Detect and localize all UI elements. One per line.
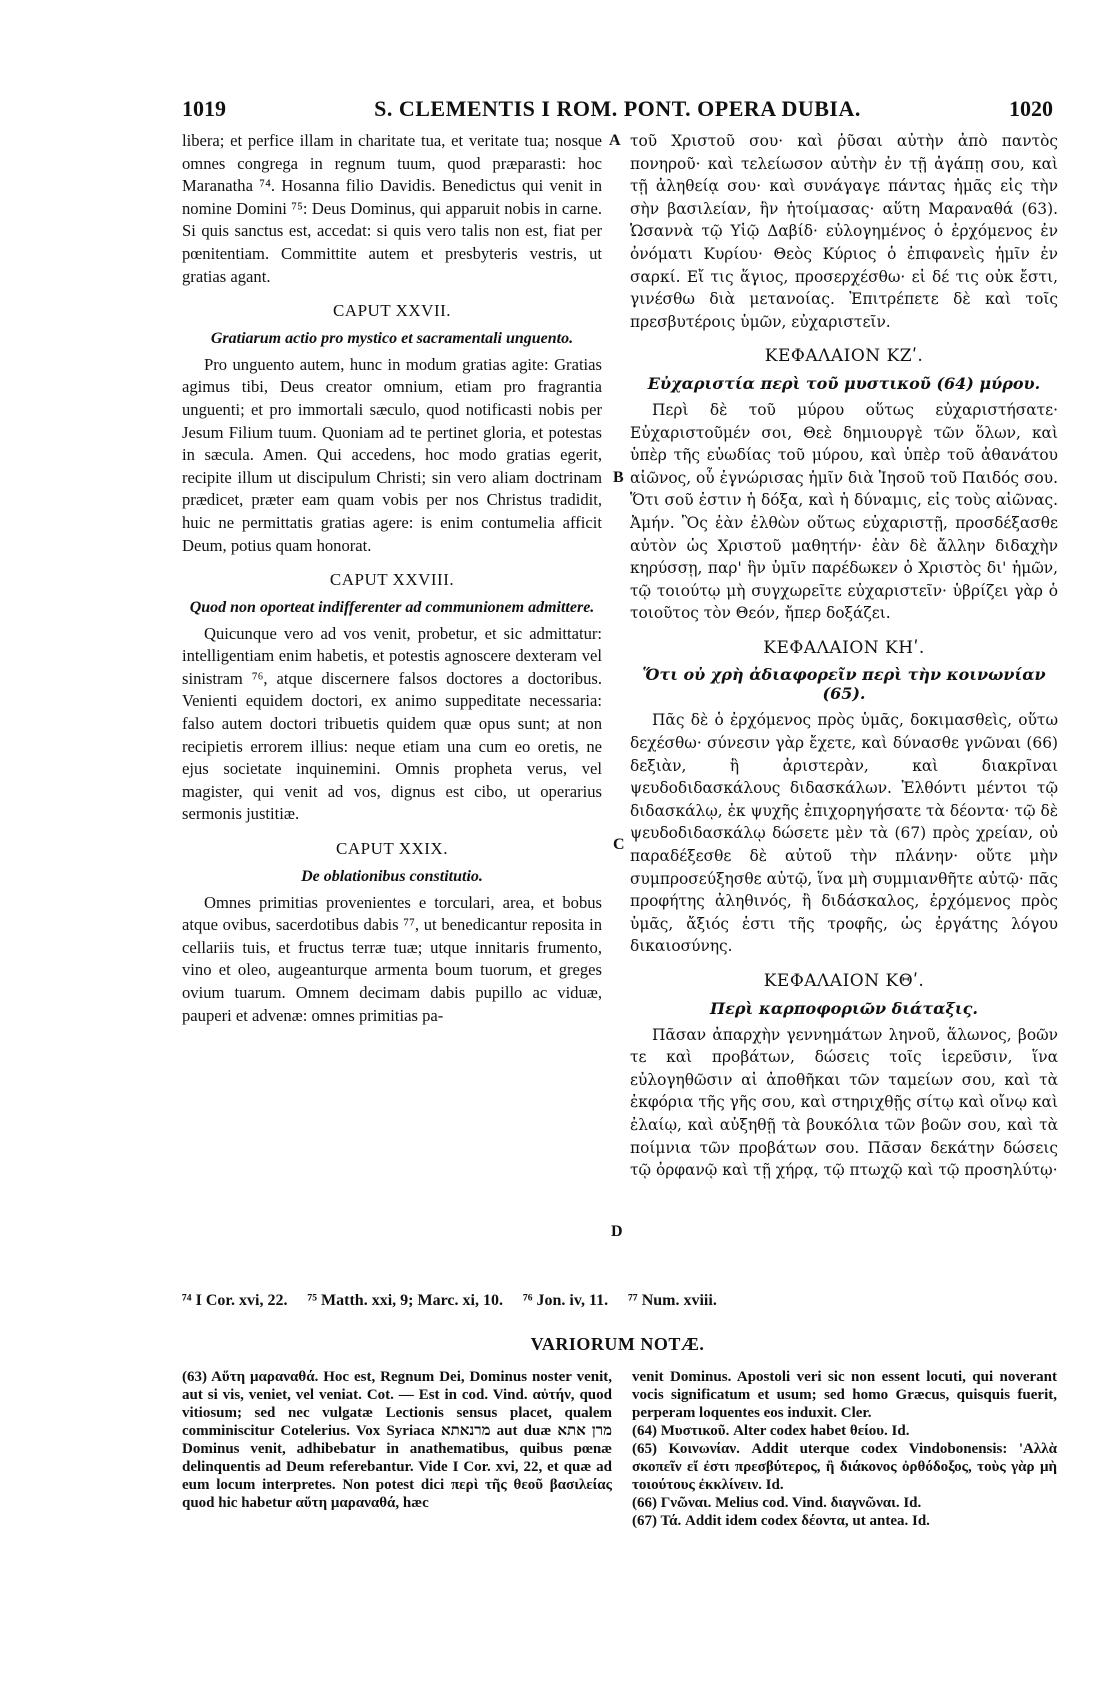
- variorum-notes-right: [632, 1368, 1057, 1530]
- variorum-notes-left: [182, 1368, 612, 1512]
- scripture-footnotes: [182, 1292, 1053, 1310]
- caput-29-subtitle: De oblationibus constitutio.: [301, 867, 483, 885]
- note-63-continued: venit Dominus. Apostoli veri sic non essent locuti, qui noverant vocis significatum et usum; sed homo Græcus, quisquis fuerit, perperam loquentes eos induxit. Cler.: [632, 1369, 1057, 1421]
- note-63: (63) Αὕτη μαραναθά. Hoc est, Regnum Dei, Dominus noster venit, aut si vis, veniet, vel veniat. Cot. — Est in cod. Vind. αὐτήν, quod vitiosum; sed nec vulgatæ Lectionis sensus placet, qualem comminiscitur Cotelerius. Vox Syriaca מרנאתא aut duæ מרן אתא Dominus venit, adhibebatur in anathematibus, quibus pœnæ delinquentis ad Deum referebantur. Vide I Cor. xvi, 22, et quæ ad eum locum interpretes. Non potest dici περὶ τῆς θεοῦ βασιλείας quod hic habetur αὕτη μαραναθά, hæc: [182, 1369, 612, 1511]
- caput-27-subtitle: Gratiarum actio pro mystico et sacramentali unguento.: [210, 329, 574, 347]
- greek-intro: τοῦ Χριστοῦ σου· καὶ ῥῦσαι αὐτὴν ἀπὸ παντὸς πονηροῦ· καὶ τελείωσον αὐτὴν ἐν τῇ ἀγάπῃ σου, καὶ τῇ ἀληθείᾳ σου· καὶ συνάγαγε πάντας ἡμᾶς εἰς τὴν σὴν βασιλείαν, ἣν ἡτοίμασας· αὕτη Μαραναθά (63). Ὡσαννὰ τῷ Υἱῷ Δαβίδ· εὐλογημένος ὁ ἐρχόμενος ἐν ὀνόματι Κυρίου· Θεὸς Κύριος ὁ ἐπιφανεὶς ἡμῖν ἐν σαρκί. Εἴ τις ἅγιος, προσερχέσθω· εἰ δέ τις οὐκ ἔστι, γινέσθω διὰ μετανοίας. Ἐπιτρέπετε δὲ καὶ τοῖς πρεσβυτέροις ὑμῶν, εὐχαριστεῖν.: [630, 132, 1058, 331]
- kephalaion-28-text: Πᾶς δὲ ὁ ἐρχόμενος πρὸς ὑμᾶς, δοκιμασθεὶς, οὕτω δεχέσθω· σύνεσιν γὰρ ἔχετε, καὶ δύνασθε γνῶναι (66) δεξιὰν, ἢ ἀριστερὰν, καὶ διακρῖναι ψευδοδιδασκάλους διδασκάλων. Ἐλθόντι μέντοι τῷ διδασκάλῳ, ἐκ ψυχῆς ἐπιχορηγήσατε τὰ δέοντα· τῷ δὲ ψευδοδιδασκάλῳ δώσετε μὲν τὰ (67) πρὸς χρείαν, οὐ παραδέξεσθε δὲ αὐτοῦ τὴν πλάνην· οὔτε μὴν συμπροσεύξησθε αὐτῷ, ἵνα μὴ συμμιανθῆτε αὐτῷ· πᾶς προφήτης ἀληθινός, ἢ διδάσκαλος, ἐρχόμενος πρὸς ὑμᾶς, ἄξιός ἐστι τῆς τροφῆς, ὡς ἐργάτης λόγου δικαιοσύνης.: [630, 711, 1058, 956]
- column-marker-b: B: [613, 469, 624, 486]
- caput-28-text: Quicunque vero ad vos venit, probetur, et sic admittatur: intelligentiam enim habetis, et potestis agnoscere dexteram vel sinistram ⁷⁶, atque discernere falsos doctores a doctoribus. Venienti equidem doctori, ex animo suppeditate necessaria: falso autem doctori tribuetis quidem quæ opus sunt; at non recipietis errorem illius: neque etiam una cum eo oretis, ne ejus societate inquinemini. Omnis propheta verus, vel magister, qui venit ad vos, dignus est cibo, ut operarius sermonis justitiæ.: [182, 623, 602, 824]
- kephalaion-27-subtitle: Εὐχαριστία περὶ τοῦ μυστικοῦ (64) μύρου.: [647, 373, 1041, 393]
- footnote-74: ⁷⁴ I Cor. xvi, 22.: [182, 1292, 288, 1309]
- footnote-77: ⁷⁷ Num. xviii.: [628, 1292, 717, 1309]
- column-marker-d: D: [611, 1223, 623, 1240]
- column-marker-c: C: [613, 836, 625, 853]
- page-number-left: 1019: [182, 96, 226, 121]
- kephalaion-28-title: ΚΕΦΑΛΑΙΟΝ ΚΗʹ.: [763, 637, 925, 658]
- caput-27-title: CAPUT XXVII.: [332, 301, 452, 321]
- kephalaion-27-text: Περὶ δὲ τοῦ μύρου οὕτως εὐχαριστήσατε· Εὐχαριστοῦμέν σοι, Θεὲ δημιουργὲ τῶν ὅλων, καὶ ὑπὲρ τῆς εὐωδίας τοῦ μύρου, καὶ ὑπὲρ τοῦ ἀθανάτου αἰῶνος, οὗ ἐγνώρισας ἡμῖν διὰ Ἰησοῦ τοῦ Παιδός σου. Ὅτι σοῦ ἐστιν ἡ δόξα, καὶ ἡ δύναμις, εἰς τοὺς αἰῶνας. Ἀμήν. Ὃς ἐὰν ἐλθὼν οὕτως εὐχαριστῇ, προσδέξασθε αὐτὸν ὡς Χριστοῦ μαθητήν· ἐὰν δὲ ἄλλην διδαχὴν κηρύσσῃ, παρ' ἣν ὑμῖν παρέδωκεν ὁ Χριστὸς δι' ἡμῶν, τῷ τοιούτῳ μὴ συγχωρεῖτε εὐχαριστεῖν· ὑβρίζει γὰρ ὁ τοιοῦτος τὸν Θεόν, ἤπερ δοξάζει.: [630, 400, 1058, 623]
- caput-28-title: CAPUT XXVIII.: [329, 570, 455, 590]
- kephalaion-29-subtitle: Περὶ καρποφοριῶν διάταξις.: [710, 998, 978, 1018]
- variorum-notes-title: VARIORUM NOTÆ.: [530, 1334, 705, 1354]
- kephalaion-29-text: Πᾶσαν ἀπαρχὴν γεννημάτων ληνοῦ, ἅλωνος, βοῶν τε καὶ προβάτων, δώσεις τοῖς ἱερεῦσιν, ἵνα εὐλογηθῶσιν αἱ ἀποθῆκαι τῶν ταμείων σου, καὶ τὰ ἐκφόρια τῆς γῆς σου, καὶ στηριχθῇς σίτῳ καὶ οἴνῳ καὶ ἐλαίῳ, καὶ αὐξηθῇ τὰ βουκόλια τῶν βοῶν σου, καὶ τὰ ποίμνια τῶν προβάτων σου. Πᾶσαν δεκάτην δώσεις τῷ ὀρφανῷ καὶ τῇ χήρᾳ, τῷ πτωχῷ καὶ τῷ προσηλύτῳ·: [630, 1025, 1058, 1180]
- footnote-75: ⁷⁵ Matth. xxi, 9; Marc. xi, 10.: [307, 1292, 503, 1309]
- note-64: (64) Μυστικοῦ. Alter codex habet θείου. Id.: [632, 1423, 910, 1439]
- caput-29-text: Omnes primitias provenientes e torculari, area, et bobus atque ovibus, sacerdotibus dabis ⁷⁷, ut benedicantur reposita in cellariis tuis, et fructus terræ tuæ; utque innitaris frumento, vino et oleo, augeanturque armenta boum tuorum, et greges ovium tuarum. Omnem decimam dabis pupillo ac viduæ, pauperi et advenæ: omnes primitias pa-: [182, 892, 602, 1025]
- caput-29-title: CAPUT XXIX.: [336, 839, 448, 859]
- note-65: (65) Κοινωνίαν. Addit uterque codex Vindobonensis: 'Αλλὰ σκοπεῖν εἴ ἐστι πρεσβύτερος, ἢ διάκονος ὀρθόδοξος, τοὺς γὰρ μὴ τοιούτους ἐκκλίνειν. Id.: [632, 1441, 1057, 1493]
- column-marker-a: A: [609, 132, 621, 149]
- running-header: [182, 96, 1053, 126]
- running-title: S. CLEMENTIS I ROM. PONT. OPERA DUBIA.: [374, 96, 861, 121]
- latin-intro: libera; et perfice illam in charitate tua, et veritate tua; nosque omnes congrega in regnum tuum, quod præparasti: hoc Maranatha ⁷⁴. Hosanna filio Davidis. Benedictus qui venit in nomine Domini ⁷⁵: Deus Dominus, qui apparuit nobis in carne. Si quis sanctus est, accedat: si quis vero talis non est, fiat per pœnitentiam. Committite autem et presbyteris vestris, ut gratias agant.: [182, 131, 602, 286]
- note-66: (66) Γνῶναι. Melius cod. Vind. διαγνῶναι. Id.: [632, 1495, 922, 1511]
- footnote-76: ⁷⁶ Jon. iv, 11.: [522, 1292, 609, 1309]
- page-number-right: 1020: [1009, 96, 1053, 121]
- kephalaion-28-subtitle: Ὅτι οὐ χρὴ ἀδιαφορεῖν περὶ τὴν κοινωνίαν (65).: [642, 665, 1046, 704]
- kephalaion-29-title: ΚΕΦΑΛΑΙΟΝ ΚΘʹ.: [763, 971, 925, 991]
- caput-27-text: Pro unguento autem, hunc in modum gratias agite: Gratias agimus tibi, Deus creator omnium, etiam pro fragrantia unguenti; et pro immortali sæculo, quod notificasti nobis per Jesum Filium tuum. Quoniam ad te pertinet gloria, et potestas in sæcula. Amen. Qui accedens, hoc modo gratias egerit, recipite illum ut discipulum Christi; sin vero aliam doctrinam prædicet, præter eam quam vobis per nos Christus tradidit, huic ne permittatis gratias agere: is enim contumelia afficit Deum, potius quam honorat.: [182, 354, 602, 555]
- greek-column: [630, 130, 1058, 1182]
- latin-column: [182, 130, 602, 1027]
- caput-28-subtitle: Quod non oporteat indifferenter ad communionem admittere.: [189, 598, 595, 616]
- note-67: (67) Τά. Addit idem codex δέοντα, ut antea. Id.: [632, 1513, 930, 1529]
- kephalaion-27-title: ΚΕΦΑΛΑΙΟΝ ΚΖʹ.: [764, 346, 924, 367]
